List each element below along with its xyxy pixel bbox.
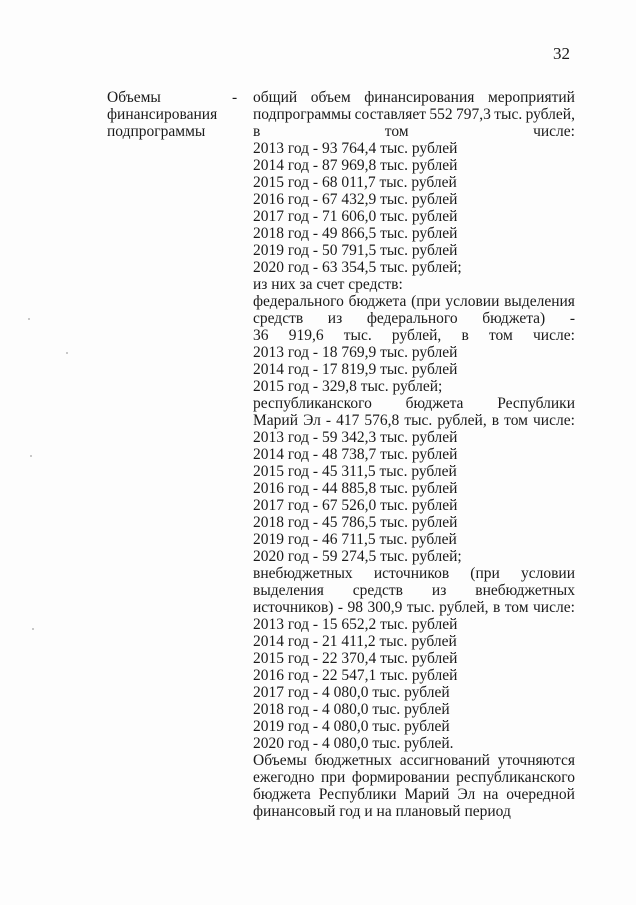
text-line: 2014 год - 17 819,9 тыс. рублей <box>253 361 458 378</box>
text-line: 2015 год - 329,8 тыс. рублей; <box>253 378 443 395</box>
text-line: подпрограммы составляет 552 797,3 тыс. рублей, <box>253 106 575 123</box>
text-line: 2020 год - 63 354,5 тыс. рублей; <box>253 259 462 276</box>
text-line: 2013 год - 18 769,9 тыс. рублей <box>253 344 458 361</box>
text-line: 2018 год - 4 080,0 тыс. рублей <box>253 701 450 718</box>
text-line: бюджета Республики Марий Эл на очередной <box>253 786 575 803</box>
text-line: в том числе: <box>253 123 575 140</box>
text-line: 2017 год - 67 526,0 тыс. рублей <box>253 497 458 514</box>
label-dash: - <box>232 89 238 106</box>
text-line: 2016 год - 67 432,9 тыс. рублей <box>253 191 458 208</box>
text-line: 2018 год - 45 786,5 тыс. рублей <box>253 514 458 531</box>
text-line: средств из федерального бюджета) - <box>253 310 575 327</box>
text-line: 2020 год - 59 274,5 тыс. рублей; <box>253 548 462 565</box>
text-line: внебюджетных источников (при условии <box>253 565 575 582</box>
text-line: из них за счет средств: <box>253 276 403 293</box>
text-line: республиканского бюджета Республики <box>253 395 575 412</box>
text-line: 2013 год - 93 764,4 тыс. рублей <box>253 140 458 157</box>
row-label <box>107 89 237 140</box>
text-line: 2014 год - 48 738,7 тыс. рублей <box>253 446 458 463</box>
text-line: 2013 год - 59 342,3 тыс. рублей <box>253 429 458 446</box>
scan-speck <box>30 455 32 457</box>
text-line: 2015 год - 68 011,7 тыс. рублей <box>253 174 457 191</box>
text-line: 2017 год - 4 080,0 тыс. рублей <box>253 684 450 701</box>
page-number: 32 <box>553 44 570 63</box>
text-line: выделения средств из внебюджетных <box>253 582 575 599</box>
row-label-line: Объемы <box>107 89 161 106</box>
text-line: 2016 год - 22 547,1 тыс. рублей <box>253 667 458 684</box>
text-line: общий объем финансирования мероприятий <box>253 89 575 106</box>
text-line: 36 919,6 тыс. рублей, в том числе: <box>253 327 575 344</box>
text-line: 2019 год - 4 080,0 тыс. рублей <box>253 718 450 735</box>
text-line: 2015 год - 22 370,4 тыс. рублей <box>253 650 458 667</box>
text-line: источников) - 98 300,9 тыс. рублей, в том числе: <box>253 599 575 616</box>
text-line: 2019 год - 46 711,5 тыс. рублей <box>253 531 457 548</box>
text-line: ежегодно при формировании республиканского <box>253 769 575 786</box>
text-line: 2014 год - 87 969,8 тыс. рублей <box>253 157 458 174</box>
text-line: 2016 год - 44 885,8 тыс. рублей <box>253 480 458 497</box>
scan-speck <box>28 318 30 320</box>
text-line: Марий Эл - 417 576,8 тыс. рублей, в том числе: <box>253 412 575 429</box>
scan-speck <box>32 628 34 630</box>
text-line: 2013 год - 15 652,2 тыс. рублей <box>253 616 458 633</box>
text-line: 2020 год - 4 080,0 тыс. рублей. <box>253 735 454 752</box>
text-line: федерального бюджета (при условии выделения <box>253 293 575 310</box>
text-line: 2014 год - 21 411,2 тыс. рублей <box>253 633 457 650</box>
financing-description <box>253 89 575 820</box>
text-line: Объемы бюджетных ассигнований уточняются <box>253 752 575 769</box>
text-line: финансовый год и на плановый период <box>253 803 511 820</box>
row-label-line: подпрограммы <box>107 123 206 140</box>
text-line: 2019 год - 50 791,5 тыс. рублей <box>253 242 458 259</box>
text-line: 2015 год - 45 311,5 тыс. рублей <box>253 463 457 480</box>
text-line: 2017 год - 71 606,0 тыс. рублей <box>253 208 458 225</box>
row-label-line: финансирования <box>107 106 218 123</box>
scan-speck <box>66 352 68 354</box>
text-line: 2018 год - 49 866,5 тыс. рублей <box>253 225 458 242</box>
